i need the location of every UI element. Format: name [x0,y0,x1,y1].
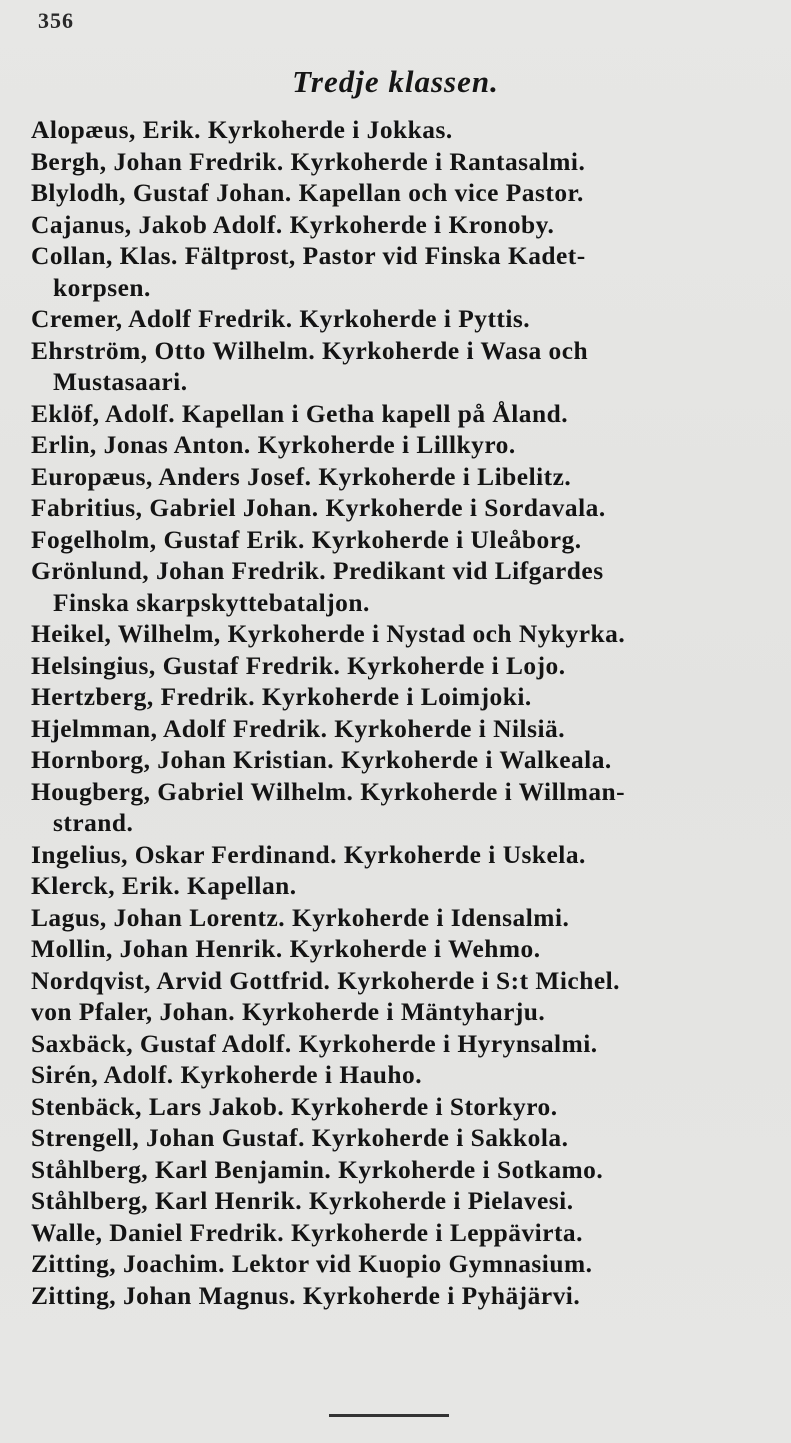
list-item [31,430,781,462]
entry-text: Cremer, Adolf Fredrik. Kyrkoherde i Pyttis. [31,305,531,333]
entry-text: Ståhlberg, Karl Henrik. Kyrkoherde i Pielavesi. [31,1187,574,1215]
entry-text: von Pfaler, Johan. Kyrkoherde i Mäntyharju. [31,998,546,1026]
list-item [31,556,781,619]
entry-text: Alopæus, Erik. Kyrkoherde i Jokkas. [31,116,453,144]
list-item [31,336,781,399]
list-item [31,241,781,304]
list-item [31,462,781,494]
list-item [31,651,781,683]
list-item [31,1249,781,1281]
clergy-list [31,115,781,1312]
list-item [31,840,781,872]
list-item [31,399,781,431]
entry-text: Ståhlberg, Karl Benjamin. Kyrkoherde i Sotkamo. [31,1155,604,1184]
entry-text: Blylodh, Gustaf Johan. Kapellan och vice Pastor. [31,179,584,207]
entry-continuation: Finska skarpskyttebataljon. [53,588,370,617]
entry-text: Mollin, Johan Henrik. Kyrkoherde i Wehmo. [31,935,541,963]
entry-text: Hjelmman, Adolf Fredrik. Kyrkoherde i Nilsiä. [31,714,566,743]
list-item [31,903,781,935]
list-item [31,178,781,210]
entry-text: Collan, Klas. Fältprost, Pastor vid Finska Kadet- [31,242,586,270]
list-item [31,493,781,525]
list-item [31,1186,781,1218]
list-item [31,1092,781,1124]
list-item [31,745,781,777]
list-item [31,210,781,242]
list-item [31,682,781,714]
list-item [31,714,781,746]
entry-continuation: Mustasaari. [53,368,188,396]
entry-text: Walle, Daniel Fredrik. Kyrkoherde i Leppävirta. [31,1218,583,1247]
entry-continuation: strand. [53,809,134,837]
list-item [31,1060,781,1092]
entry-text: Erlin, Jonas Anton. Kyrkoherde i Lillkyro. [31,431,516,459]
entry-text: Lagus, Johan Lorentz. Kyrkoherde i Idensalmi. [31,903,570,932]
entry-continuation: korpsen. [53,273,151,302]
list-item [31,525,781,557]
entry-text: Ingelius, Oskar Ferdinand. Kyrkoherde i Uskela. [31,840,586,869]
list-item [31,777,781,840]
list-item [31,1123,781,1155]
page-number: 356 [38,8,74,33]
entry-text: Eklöf, Adolf. Kapellan i Getha kapell på Åland. [31,399,569,428]
list-item [31,147,781,179]
list-item [31,1029,781,1061]
entry-text: Fabritius, Gabriel Johan. Kyrkoherde i Sordavala. [31,494,606,522]
entry-text: Europæus, Anders Josef. Kyrkoherde i Libelitz. [31,462,572,491]
entry-text: Hertzberg, Fredrik. Kyrkoherde i Loimjoki. [31,683,532,711]
entry-text: Klerck, Erik. Kapellan. [31,872,297,900]
list-item [31,1281,781,1313]
entry-text: Stenbäck, Lars Jakob. Kyrkoherde i Storkyro. [31,1092,558,1121]
entry-text: Cajanus, Jakob Adolf. Kyrkoherde i Kronoby. [31,210,555,239]
entry-text: Sirén, Adolf. Kyrkoherde i Hauho. [31,1061,423,1089]
entry-text: Bergh, Johan Fredrik. Kyrkoherde i Rantasalmi. [31,147,586,176]
list-item [31,1218,781,1250]
entry-text: Grönlund, Johan Fredrik. Predikant vid Lifgardes [31,557,604,585]
list-item [31,115,781,147]
section-heading: Tredje klassen. [292,64,499,99]
entry-text: Nordqvist, Arvid Gottfrid. Kyrkoherde i S:t Michel. [31,966,620,995]
list-item [31,966,781,998]
entry-text: Strengell, Johan Gustaf. Kyrkoherde i Sakkola. [31,1124,569,1152]
entry-text: Zitting, Johan Magnus. Kyrkoherde i Pyhäjärvi. [31,1281,581,1310]
list-item [31,304,781,336]
list-item [31,619,781,651]
entry-text: Saxbäck, Gustaf Adolf. Kyrkoherde i Hyrynsalmi. [31,1029,598,1058]
list-item [31,934,781,966]
entry-text: Hougberg, Gabriel Wilhelm. Kyrkoherde i Willman- [31,777,626,806]
entry-text: Heikel, Wilhelm, Kyrkoherde i Nystad och Nykyrka. [31,620,626,648]
entry-text: Hornborg, Johan Kristian. Kyrkoherde i Walkeala. [31,746,612,774]
list-item [31,997,781,1029]
entry-text: Zitting, Joachim. Lektor vid Kuopio Gymnasium. [31,1250,593,1278]
entry-text: Fogelholm, Gustaf Erik. Kyrkoherde i Uleåborg. [31,525,582,554]
entry-text: Ehrström, Otto Wilhelm. Kyrkoherde i Wasa och [31,336,589,365]
end-rule [329,1414,449,1417]
list-item [31,871,781,903]
entry-text: Helsingius, Gustaf Fredrik. Kyrkoherde i Lojo. [31,651,566,680]
list-item [31,1155,781,1187]
